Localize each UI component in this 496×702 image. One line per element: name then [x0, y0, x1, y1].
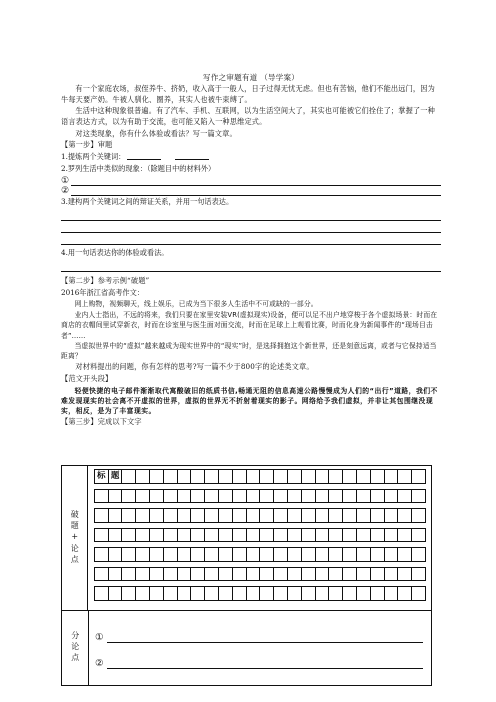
grid-cell[interactable] — [164, 568, 178, 582]
grid-cell[interactable] — [357, 490, 371, 504]
grid-cell[interactable] — [122, 529, 136, 543]
grid-cell[interactable] — [122, 568, 136, 582]
grid-cell[interactable] — [122, 470, 136, 484]
grid-cell[interactable] — [136, 587, 150, 601]
answer-line[interactable] — [61, 260, 441, 272]
model-paragraph: 轻便快捷的电子邮件渐渐取代寓酸破旧的纸质书信,畅通无阻的信息高速公路慢慢成为人们的“出行”道路，我们不难发现现实的社会离不开虚拟的世界，虚拟的世界无不折射着现实的影子。网络给予我们虚拟，并非让其包围继没现实，相反，是为了丰富现实。 — [61, 386, 438, 416]
grid-cell[interactable] — [95, 587, 109, 601]
grid-cell[interactable] — [136, 568, 150, 582]
grid-cell[interactable] — [191, 548, 205, 562]
grid-cell[interactable] — [398, 587, 412, 601]
grid-cell[interactable] — [329, 587, 343, 601]
grid-cell[interactable] — [274, 587, 288, 601]
grid-cell[interactable] — [274, 568, 288, 582]
grid-row — [94, 547, 426, 562]
thesis-section — [62, 466, 431, 611]
grid-cell[interactable] — [164, 587, 178, 601]
grid-cell[interactable] — [385, 587, 399, 601]
grid-cell[interactable] — [260, 587, 274, 601]
grid-cell[interactable] — [274, 548, 288, 562]
answer-rule — [71, 188, 441, 196]
grid-cell[interactable] — [150, 509, 164, 523]
grid-cell[interactable] — [109, 548, 123, 562]
grid-cell[interactable] — [233, 529, 247, 543]
subpoint-line-1[interactable] — [95, 623, 423, 643]
grid-cell[interactable] — [302, 529, 316, 543]
grid-cell[interactable] — [260, 548, 274, 562]
grid-cell[interactable] — [329, 529, 343, 543]
grid-cell[interactable] — [398, 509, 412, 523]
prompt-paragraph-1: 有一个家庭农场，叔侄养牛、挤奶，收入高于一般人，日子过得无忧无虑。但也有苦恼，他们不能出远门，因为牛每天要产奶。牛被人驯化、圈养，其实人也被牛束缚了。 — [61, 84, 435, 105]
grid-cell[interactable] — [95, 548, 109, 562]
grid-cell[interactable] — [205, 587, 219, 601]
answer-line[interactable] — [61, 233, 441, 245]
grid-cell[interactable] — [274, 490, 288, 504]
sample-prompt — [61, 299, 441, 361]
grid-cell[interactable] — [371, 509, 385, 523]
grid-cell[interactable] — [164, 509, 178, 523]
grid-cell[interactable] — [385, 490, 399, 504]
sample-paragraph-3: 当虚拟世界中的“虚拟”越来越成为现实世界中的“现实”时，是选择拥抱这个新世界，还是刻意远离，或者与它保持适当距离？ — [61, 342, 437, 361]
grid-cell[interactable] — [122, 490, 136, 504]
grid-cell[interactable] — [357, 470, 371, 484]
grid-cell[interactable] — [178, 529, 192, 543]
grid-cell[interactable] — [95, 529, 109, 543]
grid-cell[interactable] — [136, 490, 150, 504]
grid-cell[interactable] — [150, 529, 164, 543]
grid-cell[interactable] — [150, 587, 164, 601]
sample-paragraph-2: 业内人士指出，不远的将来，我们只要在家里安装VR(虚拟现实)设备，便可以足不出户地穿梭于各个虚拟场景：时而在商店的衣帽间里试穿新衣，时而在诊室里与医生面对面交流，时而在足球上上观看比赛，时而化身为新闻事件的“现场目击者”…… — [61, 311, 438, 340]
grid-cell[interactable] — [247, 470, 261, 484]
grid-cell[interactable] — [274, 470, 288, 484]
grid-cell[interactable] — [371, 470, 385, 484]
grid-cell[interactable] — [247, 509, 261, 523]
model-heading: 【范文开头段】 — [61, 373, 113, 383]
keyword-blank-2[interactable] — [175, 153, 209, 160]
grid-cell[interactable] — [219, 490, 233, 504]
grid-cell[interactable] — [385, 548, 399, 562]
circle-number-2: ② — [95, 657, 104, 669]
grid-cell[interactable] — [412, 529, 426, 543]
grid-cell[interactable] — [398, 490, 412, 504]
answer-rule — [107, 633, 423, 643]
grid-cell[interactable] — [260, 509, 274, 523]
grid-cell[interactable] — [150, 568, 164, 582]
grid-cell[interactable] — [150, 490, 164, 504]
question-3: 3.建构两个关键词之间的辩证关系，并用一句话表达。 — [61, 197, 234, 207]
grid-cell[interactable] — [329, 509, 343, 523]
grid-cell[interactable] — [412, 470, 426, 484]
step3-heading: 【第三步】完成以下文字 — [61, 417, 142, 427]
grid-cell[interactable] — [412, 548, 426, 562]
answer-line[interactable] — [61, 209, 441, 221]
grid-cell[interactable] — [302, 470, 316, 484]
grid-cell[interactable] — [329, 548, 343, 562]
question-1 — [61, 152, 441, 163]
grid-cell[interactable] — [219, 548, 233, 562]
grid-cell[interactable] — [122, 509, 136, 523]
grid-cell[interactable] — [164, 529, 178, 543]
grid-cell[interactable] — [205, 529, 219, 543]
keyword-blank-1[interactable] — [127, 153, 161, 160]
grid-cell[interactable] — [288, 568, 302, 582]
grid-cell[interactable] — [205, 490, 219, 504]
grid-cell[interactable] — [233, 509, 247, 523]
grid-cell[interactable] — [205, 509, 219, 523]
grid-row — [94, 508, 426, 523]
grid-cell[interactable] — [412, 490, 426, 504]
grid-cell[interactable] — [219, 470, 233, 484]
grid-cell[interactable] — [164, 470, 178, 484]
grid-cell[interactable] — [109, 529, 123, 543]
subpoint-section — [62, 611, 431, 685]
circle-number-2: ② — [61, 186, 70, 197]
grid-cell[interactable] — [136, 548, 150, 562]
grid-cell[interactable] — [316, 470, 330, 484]
circle-number-1: ① — [61, 175, 70, 186]
answer-line[interactable] — [61, 221, 441, 233]
grid-cell[interactable] — [136, 509, 150, 523]
thesis-grid — [88, 466, 431, 610]
grid-cell[interactable] — [357, 587, 371, 601]
grid-cell[interactable] — [164, 548, 178, 562]
grid-cell[interactable] — [274, 529, 288, 543]
subpoint-lines — [89, 611, 431, 685]
grid-cell[interactable] — [371, 587, 385, 601]
grid-cell[interactable] — [302, 490, 316, 504]
phenomenon-line-1[interactable] — [61, 176, 441, 186]
grid-cell[interactable] — [260, 568, 274, 582]
grid-cell[interactable] — [357, 568, 371, 582]
grid-cell[interactable] — [109, 509, 123, 523]
grid-cell[interactable] — [385, 509, 399, 523]
grid-row — [94, 469, 426, 484]
grid-cell[interactable] — [233, 490, 247, 504]
question-4: 4.用一句话表达你的体验或看法。 — [61, 248, 169, 258]
grid-cell[interactable] — [109, 587, 123, 601]
step1-heading: 【第一步】审题 — [61, 140, 113, 150]
sample-paragraph-1: 网上购物，视频聊天，线上娱乐，已成为当下很多人生活中不可或缺的一部分。 — [74, 300, 318, 309]
grid-cell[interactable]: 题 — [109, 470, 123, 484]
grid-cell[interactable] — [191, 529, 205, 543]
grid-row — [94, 528, 426, 543]
grid-cell[interactable] — [357, 529, 371, 543]
prompt-paragraph-2: 生活中这种现象很普遍。有了汽车、手机、互联网，以为生活空间大了，其实也可能被它们拴住了；掌握了一种语言表达方式，以为有助于交流，也可能又陷入一种思维定式。 — [61, 106, 435, 127]
grid-cell[interactable] — [343, 587, 357, 601]
grid-cell[interactable] — [316, 568, 330, 582]
grid-cell[interactable] — [385, 568, 399, 582]
grid-cell[interactable] — [343, 490, 357, 504]
grid-cell[interactable] — [178, 548, 192, 562]
grid-cell[interactable] — [371, 529, 385, 543]
grid-cell[interactable] — [260, 529, 274, 543]
grid-cell[interactable] — [191, 568, 205, 582]
grid-cell[interactable] — [122, 548, 136, 562]
page-title: 写作之审题有道 （导学案） — [202, 73, 300, 82]
grid-cell[interactable] — [316, 490, 330, 504]
question-1-text: 1.提炼两个关键词： — [61, 152, 126, 162]
grid-cell[interactable]: 标 — [95, 470, 109, 484]
subpoint-line-2[interactable] — [95, 649, 423, 669]
grid-cell[interactable] — [398, 568, 412, 582]
answer-rule — [107, 659, 423, 669]
grid-cell[interactable] — [343, 509, 357, 523]
grid-cell[interactable] — [288, 529, 302, 543]
circle-number-1: ① — [95, 631, 104, 643]
grid-cell[interactable] — [288, 548, 302, 562]
grid-cell[interactable] — [316, 587, 330, 601]
grid-cell[interactable] — [122, 587, 136, 601]
grid-cell[interactable] — [205, 548, 219, 562]
grid-cell[interactable] — [233, 587, 247, 601]
thesis-side-label — [62, 466, 88, 610]
grid-cell[interactable] — [247, 568, 261, 582]
grid-cell[interactable] — [219, 509, 233, 523]
thesis-side-text: 破题+论点 — [70, 509, 80, 566]
subpoint-side-label — [62, 611, 89, 685]
grid-cell[interactable] — [343, 470, 357, 484]
grid-cell[interactable] — [178, 587, 192, 601]
step2-heading: 【第二步】参考示例“破题” — [61, 275, 150, 285]
grid-cell[interactable] — [247, 548, 261, 562]
grid-cell[interactable] — [288, 509, 302, 523]
grid-row — [94, 567, 426, 582]
grid-cell[interactable] — [233, 470, 247, 484]
grid-cell[interactable] — [247, 490, 261, 504]
grid-cell[interactable] — [178, 470, 192, 484]
grid-cell[interactable] — [371, 490, 385, 504]
grid-cell[interactable] — [302, 587, 316, 601]
grid-cell[interactable] — [178, 568, 192, 582]
grid-cell[interactable] — [164, 490, 178, 504]
grid-cell[interactable] — [329, 470, 343, 484]
grid-cell[interactable] — [191, 587, 205, 601]
answer-rule — [71, 178, 441, 186]
grid-cell[interactable] — [150, 548, 164, 562]
grid-cell[interactable] — [412, 568, 426, 582]
grid-cell[interactable] — [178, 509, 192, 523]
grid-cell[interactable] — [233, 568, 247, 582]
grid-cell[interactable] — [219, 568, 233, 582]
grid-cell[interactable] — [95, 490, 109, 504]
grid-cell[interactable] — [247, 529, 261, 543]
grid-cell[interactable] — [302, 548, 316, 562]
grid-cell[interactable] — [371, 548, 385, 562]
exam-title: 2016年浙江省高考作文： — [61, 287, 144, 297]
grid-cell[interactable] — [412, 587, 426, 601]
sample-task: 对材料提出的问题，你有怎样的思考?写一篇不少于800字的论述类文章。 — [75, 362, 314, 372]
grid-cell[interactable] — [329, 568, 343, 582]
grid-cell[interactable] — [109, 568, 123, 582]
subpoint-side-text: 分论点 — [70, 631, 80, 664]
grid-cell[interactable] — [343, 568, 357, 582]
grid-cell[interactable] — [371, 568, 385, 582]
grid-cell[interactable] — [247, 587, 261, 601]
grid-cell[interactable] — [150, 470, 164, 484]
grid-cell[interactable] — [316, 548, 330, 562]
grid-cell[interactable] — [95, 568, 109, 582]
grid-cell[interactable] — [357, 509, 371, 523]
grid-cell[interactable] — [191, 509, 205, 523]
grid-cell[interactable] — [412, 509, 426, 523]
grid-cell[interactable] — [398, 470, 412, 484]
grid-cell[interactable] — [136, 529, 150, 543]
grid-cell[interactable] — [316, 509, 330, 523]
grid-cell[interactable] — [219, 529, 233, 543]
writing-grid-table — [61, 465, 432, 686]
grid-cell[interactable] — [316, 529, 330, 543]
grid-cell[interactable] — [385, 529, 399, 543]
question-2: 2.罗列生活中类似的现象：（除题目中的材料外） — [61, 163, 216, 173]
grid-cell[interactable] — [398, 548, 412, 562]
grid-cell[interactable] — [260, 470, 274, 484]
grid-cell[interactable] — [288, 587, 302, 601]
grid-cell[interactable] — [205, 470, 219, 484]
phenomenon-line-2[interactable] — [61, 186, 441, 196]
grid-cell[interactable] — [274, 509, 288, 523]
grid-cell[interactable] — [343, 548, 357, 562]
grid-cell[interactable] — [191, 490, 205, 504]
grid-cell[interactable] — [191, 470, 205, 484]
grid-cell[interactable] — [109, 490, 123, 504]
grid-cell[interactable] — [95, 509, 109, 523]
grid-cell[interactable] — [136, 470, 150, 484]
grid-cell[interactable] — [288, 470, 302, 484]
grid-cell[interactable] — [219, 587, 233, 601]
grid-cell[interactable] — [398, 529, 412, 543]
grid-cell[interactable] — [385, 470, 399, 484]
grid-cell[interactable] — [343, 529, 357, 543]
grid-row — [94, 586, 426, 601]
grid-cell[interactable] — [233, 548, 247, 562]
grid-cell[interactable] — [178, 490, 192, 504]
grid-cell[interactable] — [302, 509, 316, 523]
grid-cell[interactable] — [260, 490, 274, 504]
grid-row — [94, 489, 426, 504]
prompt-paragraph-3: 对这类现象，你有什么体验或看法？写一篇文章。 — [75, 128, 237, 138]
grid-cell[interactable] — [205, 568, 219, 582]
grid-cell[interactable] — [302, 568, 316, 582]
grid-cell[interactable] — [357, 548, 371, 562]
grid-cell[interactable] — [329, 490, 343, 504]
grid-cell[interactable] — [288, 490, 302, 504]
